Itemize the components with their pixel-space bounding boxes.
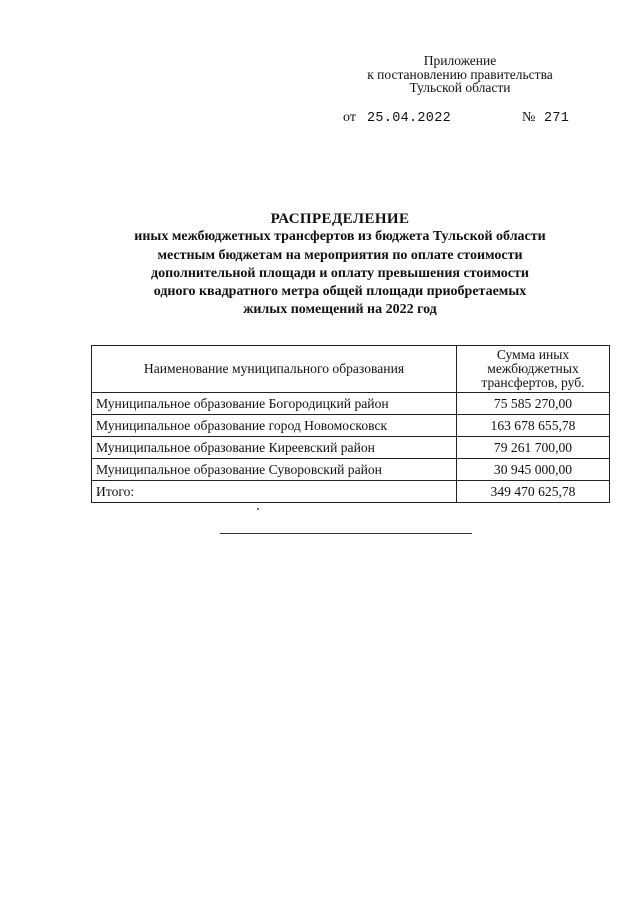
header-sum-line-1: Сумма иных bbox=[496, 347, 570, 362]
title-line-5: одного квадратного метра общей площади приобретаемых bbox=[153, 284, 527, 300]
document-title bbox=[60, 210, 620, 320]
total-amount-cell: 349 470 625,78 bbox=[457, 481, 610, 503]
row-name-cell: Муниципальное образование город Новомосковск bbox=[92, 415, 457, 437]
title-line-2: иных межбюджетных трансфертов из бюджета Тульской области bbox=[134, 229, 546, 245]
number-prefix: № bbox=[522, 110, 536, 125]
stray-dot bbox=[257, 508, 259, 510]
row-amount-cell: 79 261 700,00 bbox=[457, 437, 610, 459]
header-sum-line-2: межбюджетных bbox=[487, 361, 579, 376]
table-total-row bbox=[92, 481, 610, 503]
annex-line-3: Тульской области bbox=[409, 80, 511, 95]
annex-block bbox=[340, 54, 580, 95]
header-sum-line-3: трансфертов, руб. bbox=[481, 375, 585, 390]
date-prefix: от bbox=[343, 110, 356, 125]
row-name-cell: Муниципальное образование Суворовский район bbox=[92, 459, 457, 481]
row-amount-cell: 163 678 655,78 bbox=[457, 415, 610, 437]
document-number: 271 bbox=[544, 111, 570, 126]
table-row bbox=[92, 459, 610, 481]
title-line-4: дополнительной площади и оплату превышения стоимости bbox=[151, 265, 529, 281]
annex-line-1: Приложение bbox=[423, 53, 497, 68]
header-sum-cell bbox=[457, 346, 610, 393]
end-rule-divider bbox=[220, 533, 472, 534]
total-label-cell: Итого: bbox=[92, 481, 457, 503]
distribution-table bbox=[91, 345, 610, 503]
row-name-cell: Муниципальное образование Богородицкий район bbox=[92, 393, 457, 415]
row-amount-cell: 30 945 000,00 bbox=[457, 459, 610, 481]
document-date: 25.04.2022 bbox=[367, 111, 452, 126]
title-line-6: жилых помещений на 2022 год bbox=[243, 302, 437, 318]
table-header-row bbox=[92, 346, 610, 393]
title-line-3: местным бюджетам на мероприятия по оплате стоимости bbox=[157, 247, 523, 263]
row-amount-cell: 75 585 270,00 bbox=[457, 393, 610, 415]
table-row bbox=[92, 437, 610, 459]
annex-line-2: к постановлению правительства bbox=[367, 66, 553, 82]
row-name-cell: Муниципальное образование Киреевский район bbox=[92, 437, 457, 459]
header-name-cell: Наименование муниципального образования bbox=[92, 346, 457, 393]
table-row bbox=[92, 393, 610, 415]
table-row bbox=[92, 415, 610, 437]
title-line-1: РАСПРЕДЕЛЕНИЕ bbox=[270, 211, 410, 227]
